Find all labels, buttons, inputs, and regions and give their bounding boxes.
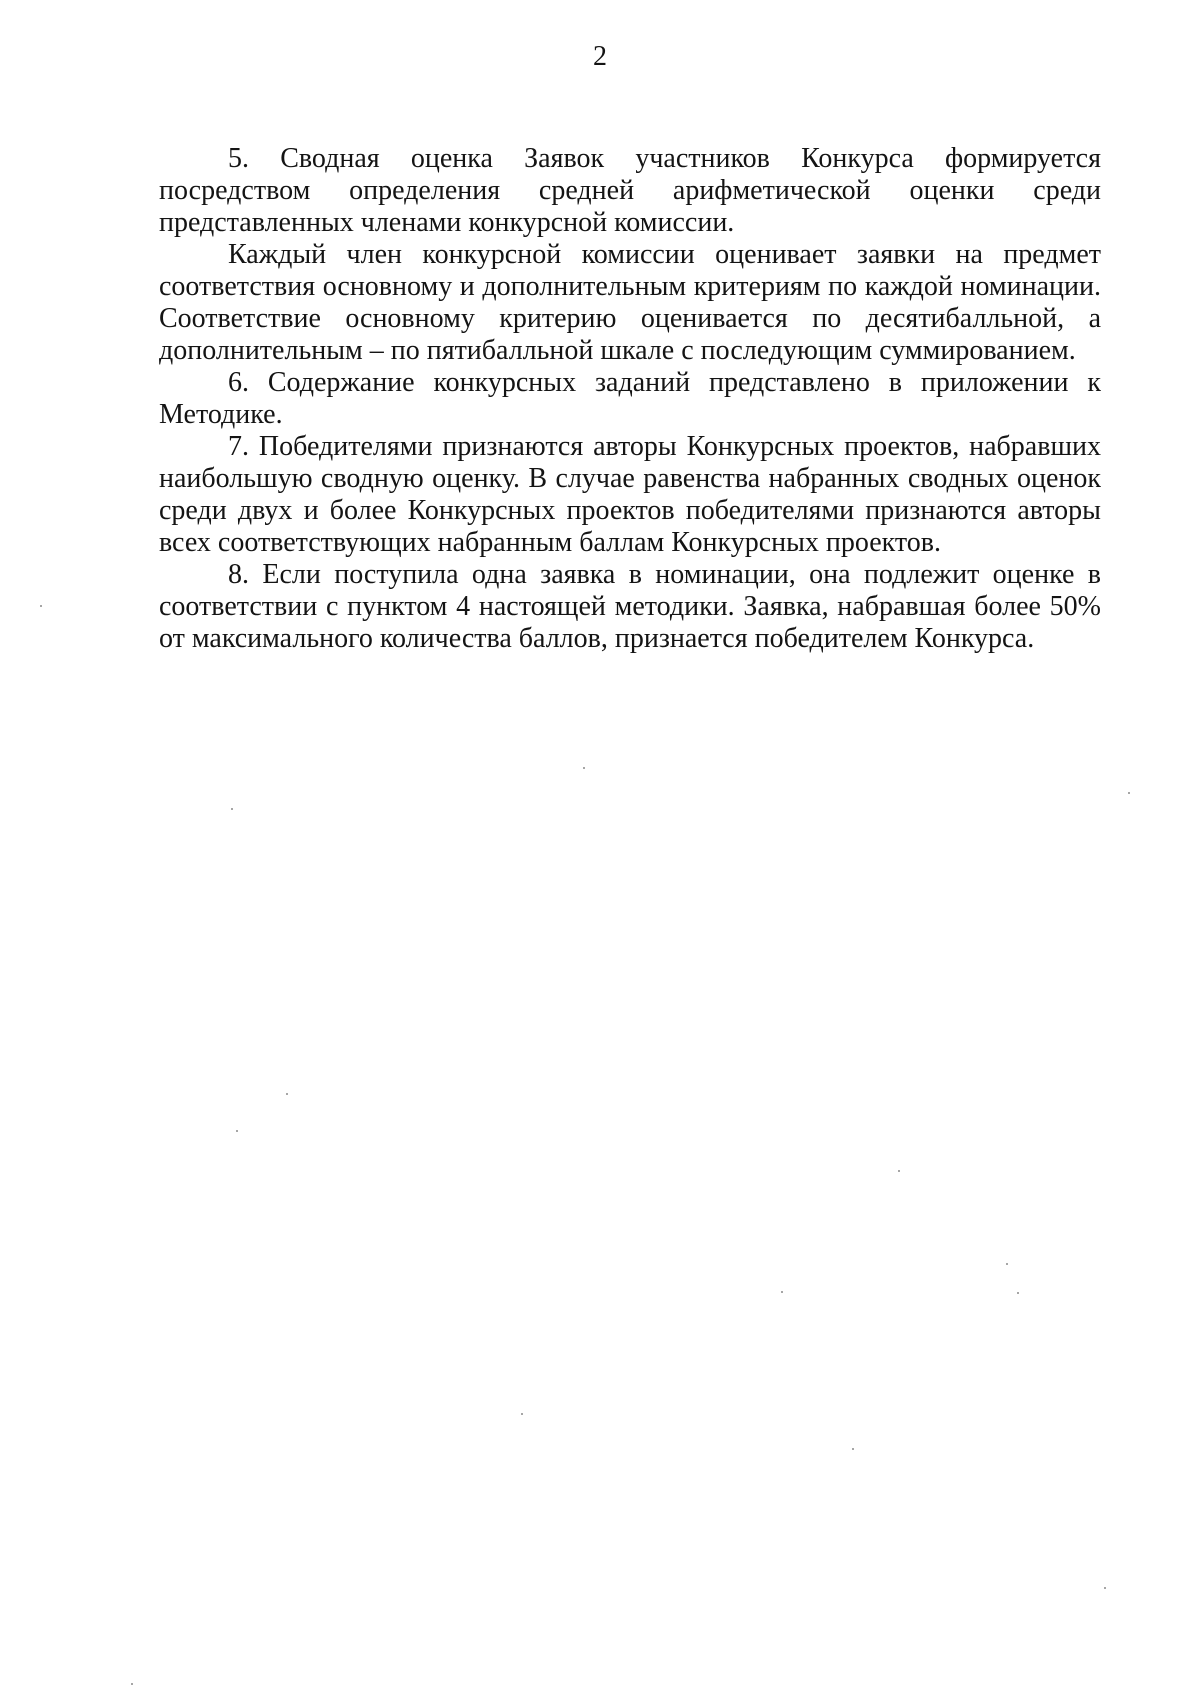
page-number: 2 (593, 41, 607, 72)
scan-speck (1104, 1587, 1106, 1589)
scan-speck (236, 1130, 238, 1132)
paragraph-item-5: 5. Сводная оценка Заявок участников Конкурса формируется посредством определения средней арифметической оценки среди представленных членами конкурсной комиссии. (159, 143, 1101, 238)
scan-speck (40, 605, 42, 607)
paragraph-item-7: 7. Победителями признаются авторы Конкурсных проектов, набравших наибольшую сводную оценку. В случае равенства набранных сводных оценок среди двух и более Конкурсных проектов победителями признаются авторы всех соответствующих набранным баллам Конкурсных проектов. (159, 431, 1101, 558)
scan-speck (852, 1448, 854, 1450)
scan-speck (781, 1291, 783, 1293)
scan-speck (898, 1170, 900, 1172)
scan-speck (131, 1683, 133, 1685)
scan-speck (583, 767, 585, 769)
document-body (159, 143, 1101, 655)
scan-speck (1017, 1292, 1019, 1294)
paragraph-item-8: 8. Если поступила одна заявка в номинации, она подлежит оценке в соответствии с пунктом 4 настоящей методики. Заявка, набравшая более 50% от максимального количества баллов, признается победителем Конкурса. (159, 559, 1101, 654)
scan-speck (1006, 1263, 1008, 1265)
scan-speck (231, 808, 233, 810)
scan-speck (286, 1093, 288, 1095)
scan-speck (1128, 792, 1130, 794)
paragraph-item-6: 6. Содержание конкурсных заданий представлено в приложении к Методике. (159, 367, 1101, 430)
paragraph-evaluation-criteria: Каждый член конкурсной комиссии оценивает заявки на предмет соответствия основному и дополнительным критериям по каждой номинации. Соответствие основному критерию оценивается по десятибалльной, а дополнительным – по пятибалльной шкале с последующим суммированием. (159, 239, 1101, 366)
scan-speck (521, 1413, 523, 1415)
